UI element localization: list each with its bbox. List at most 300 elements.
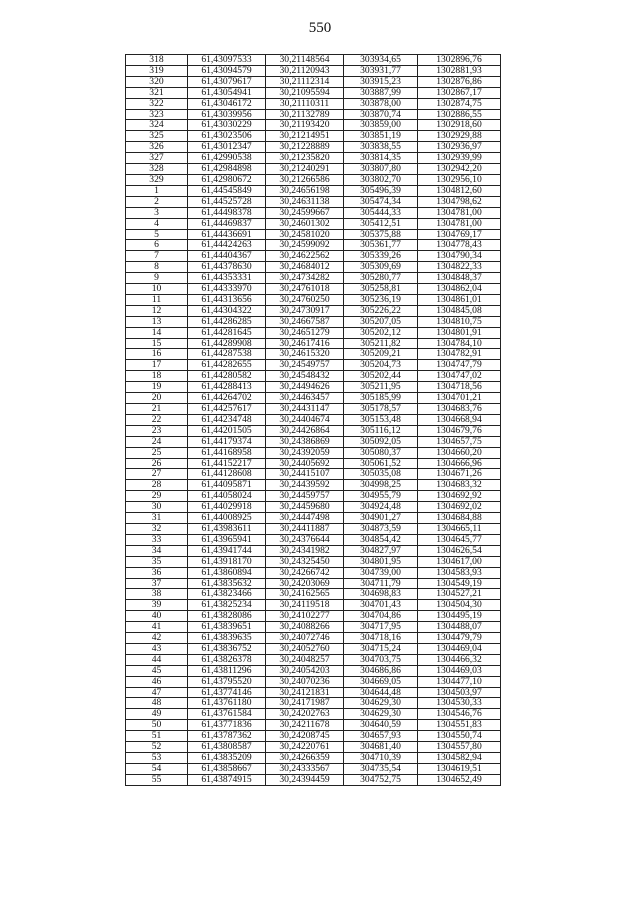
x-coordinate-cell: 305474,34 bbox=[344, 196, 418, 207]
point-number-cell: 38 bbox=[126, 589, 188, 600]
longitude-cell: 30,24581020 bbox=[266, 229, 344, 240]
x-coordinate-cell: 304801,95 bbox=[344, 556, 418, 567]
y-coordinate-cell: 1304582,94 bbox=[418, 753, 501, 764]
y-coordinate-cell: 1304683,76 bbox=[418, 404, 501, 415]
x-coordinate-cell: 303870,74 bbox=[344, 109, 418, 120]
y-coordinate-cell: 1304645,77 bbox=[418, 534, 501, 545]
y-coordinate-cell: 1302886,55 bbox=[418, 109, 501, 120]
longitude-cell: 30,21132789 bbox=[266, 109, 344, 120]
y-coordinate-cell: 1302929,88 bbox=[418, 131, 501, 142]
table-row bbox=[126, 578, 501, 589]
y-coordinate-cell: 1304810,75 bbox=[418, 316, 501, 327]
longitude-cell: 30,24459680 bbox=[266, 502, 344, 513]
y-coordinate-cell: 1304551,83 bbox=[418, 720, 501, 731]
point-number-cell: 5 bbox=[126, 229, 188, 240]
longitude-cell: 30,24048257 bbox=[266, 654, 344, 665]
y-coordinate-cell: 1304769,17 bbox=[418, 229, 501, 240]
y-coordinate-cell: 1302896,76 bbox=[418, 55, 501, 66]
point-number-cell: 323 bbox=[126, 109, 188, 120]
table-row bbox=[126, 589, 501, 600]
latitude-cell: 61,43918170 bbox=[188, 556, 266, 567]
y-coordinate-cell: 1304747,02 bbox=[418, 371, 501, 382]
y-coordinate-cell: 1304692,92 bbox=[418, 491, 501, 502]
longitude-cell: 30,24426864 bbox=[266, 425, 344, 436]
longitude-cell: 30,21110311 bbox=[266, 98, 344, 109]
x-coordinate-cell: 304854,42 bbox=[344, 534, 418, 545]
point-number-cell: 327 bbox=[126, 153, 188, 164]
x-coordinate-cell: 304955,79 bbox=[344, 491, 418, 502]
longitude-cell: 30,21120943 bbox=[266, 65, 344, 76]
latitude-cell: 61,43079617 bbox=[188, 76, 266, 87]
y-coordinate-cell: 1304683,32 bbox=[418, 480, 501, 491]
point-number-cell: 33 bbox=[126, 534, 188, 545]
latitude-cell: 61,44498378 bbox=[188, 207, 266, 218]
point-number-cell: 23 bbox=[126, 425, 188, 436]
longitude-cell: 30,24266742 bbox=[266, 567, 344, 578]
x-coordinate-cell: 305309,69 bbox=[344, 262, 418, 273]
table-row bbox=[126, 469, 501, 480]
point-number-cell: 322 bbox=[126, 98, 188, 109]
longitude-cell: 30,24070236 bbox=[266, 676, 344, 687]
longitude-cell: 30,24266359 bbox=[266, 753, 344, 764]
point-number-cell: 36 bbox=[126, 567, 188, 578]
x-coordinate-cell: 305258,81 bbox=[344, 284, 418, 295]
point-number-cell: 324 bbox=[126, 120, 188, 131]
latitude-cell: 61,44404367 bbox=[188, 251, 266, 262]
x-coordinate-cell: 303859,00 bbox=[344, 120, 418, 131]
point-number-cell: 55 bbox=[126, 774, 188, 785]
longitude-cell: 30,24072746 bbox=[266, 633, 344, 644]
latitude-cell: 61,43836752 bbox=[188, 643, 266, 654]
point-number-cell: 51 bbox=[126, 731, 188, 742]
y-coordinate-cell: 1304617,00 bbox=[418, 556, 501, 567]
point-number-cell: 32 bbox=[126, 523, 188, 534]
longitude-cell: 30,24431147 bbox=[266, 404, 344, 415]
point-number-cell: 31 bbox=[126, 513, 188, 524]
latitude-cell: 61,44304322 bbox=[188, 305, 266, 316]
point-number-cell: 47 bbox=[126, 687, 188, 698]
table-row bbox=[126, 240, 501, 251]
point-number-cell: 320 bbox=[126, 76, 188, 87]
y-coordinate-cell: 1304790,34 bbox=[418, 251, 501, 262]
longitude-cell: 30,24202763 bbox=[266, 709, 344, 720]
table-row bbox=[126, 491, 501, 502]
latitude-cell: 61,43874915 bbox=[188, 774, 266, 785]
x-coordinate-cell: 304669,05 bbox=[344, 676, 418, 687]
latitude-cell: 61,44168958 bbox=[188, 447, 266, 458]
table-row bbox=[126, 207, 501, 218]
point-number-cell: 42 bbox=[126, 633, 188, 644]
x-coordinate-cell: 305204,73 bbox=[344, 360, 418, 371]
point-number-cell: 29 bbox=[126, 491, 188, 502]
point-number-cell: 34 bbox=[126, 545, 188, 556]
longitude-cell: 30,24404674 bbox=[266, 414, 344, 425]
latitude-cell: 61,42980672 bbox=[188, 174, 266, 185]
point-number-cell: 3 bbox=[126, 207, 188, 218]
table-row bbox=[126, 174, 501, 185]
latitude-cell: 61,44288413 bbox=[188, 382, 266, 393]
y-coordinate-cell: 1304784,10 bbox=[418, 338, 501, 349]
x-coordinate-cell: 305080,37 bbox=[344, 447, 418, 458]
latitude-cell: 61,43825234 bbox=[188, 600, 266, 611]
longitude-cell: 30,21235820 bbox=[266, 153, 344, 164]
longitude-cell: 30,24376644 bbox=[266, 534, 344, 545]
table-row bbox=[126, 109, 501, 120]
longitude-cell: 30,24622562 bbox=[266, 251, 344, 262]
table-row bbox=[126, 458, 501, 469]
x-coordinate-cell: 303807,80 bbox=[344, 164, 418, 175]
point-number-cell: 2 bbox=[126, 196, 188, 207]
latitude-cell: 61,42984898 bbox=[188, 164, 266, 175]
latitude-cell: 61,44280582 bbox=[188, 371, 266, 382]
x-coordinate-cell: 305035,08 bbox=[344, 469, 418, 480]
longitude-cell: 30,24615320 bbox=[266, 349, 344, 360]
point-number-cell: 44 bbox=[126, 654, 188, 665]
y-coordinate-cell: 1302874,75 bbox=[418, 98, 501, 109]
point-number-cell: 15 bbox=[126, 338, 188, 349]
latitude-cell: 61,44152217 bbox=[188, 458, 266, 469]
table-row bbox=[126, 567, 501, 578]
table-row bbox=[126, 393, 501, 404]
y-coordinate-cell: 1304652,49 bbox=[418, 774, 501, 785]
table-row bbox=[126, 425, 501, 436]
table-row bbox=[126, 654, 501, 665]
table-row bbox=[126, 87, 501, 98]
y-coordinate-cell: 1304718,56 bbox=[418, 382, 501, 393]
y-coordinate-cell: 1304782,91 bbox=[418, 349, 501, 360]
table-row bbox=[126, 447, 501, 458]
table-row bbox=[126, 556, 501, 567]
x-coordinate-cell: 305226,22 bbox=[344, 305, 418, 316]
latitude-cell: 61,43097533 bbox=[188, 55, 266, 66]
longitude-cell: 30,24463457 bbox=[266, 393, 344, 404]
table-row bbox=[126, 633, 501, 644]
longitude-cell: 30,21112314 bbox=[266, 76, 344, 87]
latitude-cell: 61,43839635 bbox=[188, 633, 266, 644]
longitude-cell: 30,24341982 bbox=[266, 545, 344, 556]
x-coordinate-cell: 305280,77 bbox=[344, 273, 418, 284]
longitude-cell: 30,24119518 bbox=[266, 600, 344, 611]
latitude-cell: 61,44179374 bbox=[188, 436, 266, 447]
longitude-cell: 30,24088266 bbox=[266, 622, 344, 633]
y-coordinate-cell: 1304684,88 bbox=[418, 513, 501, 524]
latitude-cell: 61,43826378 bbox=[188, 654, 266, 665]
table-row bbox=[126, 185, 501, 196]
table-row bbox=[126, 687, 501, 698]
point-number-cell: 17 bbox=[126, 360, 188, 371]
table-row bbox=[126, 382, 501, 393]
table-row bbox=[126, 709, 501, 720]
latitude-cell: 61,44469837 bbox=[188, 218, 266, 229]
table-row bbox=[126, 349, 501, 360]
y-coordinate-cell: 1304701,21 bbox=[418, 393, 501, 404]
latitude-cell: 61,44545849 bbox=[188, 185, 266, 196]
point-number-cell: 14 bbox=[126, 327, 188, 338]
latitude-cell: 61,44029918 bbox=[188, 502, 266, 513]
latitude-cell: 61,44128608 bbox=[188, 469, 266, 480]
y-coordinate-cell: 1304822,33 bbox=[418, 262, 501, 273]
longitude-cell: 30,24667587 bbox=[266, 316, 344, 327]
point-number-cell: 1 bbox=[126, 185, 188, 196]
x-coordinate-cell: 305375,88 bbox=[344, 229, 418, 240]
table-row bbox=[126, 774, 501, 785]
latitude-cell: 61,44436691 bbox=[188, 229, 266, 240]
latitude-cell: 61,43012347 bbox=[188, 142, 266, 153]
y-coordinate-cell: 1302881,93 bbox=[418, 65, 501, 76]
latitude-cell: 61,44313656 bbox=[188, 294, 266, 305]
y-coordinate-cell: 1304626,54 bbox=[418, 545, 501, 556]
longitude-cell: 30,24761018 bbox=[266, 284, 344, 295]
y-coordinate-cell: 1304546,76 bbox=[418, 709, 501, 720]
table-row bbox=[126, 120, 501, 131]
latitude-cell: 61,43771836 bbox=[188, 720, 266, 731]
longitude-cell: 30,24599092 bbox=[266, 240, 344, 251]
table-row bbox=[126, 665, 501, 676]
y-coordinate-cell: 1302867,17 bbox=[418, 87, 501, 98]
x-coordinate-cell: 305202,12 bbox=[344, 327, 418, 338]
x-coordinate-cell: 303878,00 bbox=[344, 98, 418, 109]
x-coordinate-cell: 305361,77 bbox=[344, 240, 418, 251]
x-coordinate-cell: 303814,35 bbox=[344, 153, 418, 164]
x-coordinate-cell: 303915,23 bbox=[344, 76, 418, 87]
x-coordinate-cell: 303887,99 bbox=[344, 87, 418, 98]
longitude-cell: 30,24208745 bbox=[266, 731, 344, 742]
point-number-cell: 53 bbox=[126, 753, 188, 764]
longitude-cell: 30,24617416 bbox=[266, 338, 344, 349]
latitude-cell: 61,44525728 bbox=[188, 196, 266, 207]
coordinates-table bbox=[125, 54, 500, 786]
x-coordinate-cell: 304998,25 bbox=[344, 480, 418, 491]
x-coordinate-cell: 305412,51 bbox=[344, 218, 418, 229]
table-row bbox=[126, 196, 501, 207]
table-row bbox=[126, 229, 501, 240]
x-coordinate-cell: 303802,70 bbox=[344, 174, 418, 185]
table-row bbox=[126, 731, 501, 742]
latitude-cell: 61,44287538 bbox=[188, 349, 266, 360]
point-number-cell: 325 bbox=[126, 131, 188, 142]
latitude-cell: 61,43941744 bbox=[188, 545, 266, 556]
latitude-cell: 61,43965941 bbox=[188, 534, 266, 545]
longitude-cell: 30,24447498 bbox=[266, 513, 344, 524]
table-row bbox=[126, 600, 501, 611]
x-coordinate-cell: 304681,40 bbox=[344, 742, 418, 753]
table-row bbox=[126, 164, 501, 175]
latitude-cell: 61,43858667 bbox=[188, 763, 266, 774]
x-coordinate-cell: 304717,95 bbox=[344, 622, 418, 633]
x-coordinate-cell: 304701,43 bbox=[344, 600, 418, 611]
x-coordinate-cell: 305207,05 bbox=[344, 316, 418, 327]
longitude-cell: 30,24162565 bbox=[266, 589, 344, 600]
table-row bbox=[126, 65, 501, 76]
table-row bbox=[126, 404, 501, 415]
y-coordinate-cell: 1302939,99 bbox=[418, 153, 501, 164]
latitude-cell: 61,44286285 bbox=[188, 316, 266, 327]
longitude-cell: 30,24405692 bbox=[266, 458, 344, 469]
point-number-cell: 4 bbox=[126, 218, 188, 229]
table-row bbox=[126, 305, 501, 316]
table-row bbox=[126, 502, 501, 513]
point-number-cell: 46 bbox=[126, 676, 188, 687]
point-number-cell: 329 bbox=[126, 174, 188, 185]
latitude-cell: 61,43795520 bbox=[188, 676, 266, 687]
x-coordinate-cell: 305178,57 bbox=[344, 404, 418, 415]
point-number-cell: 48 bbox=[126, 698, 188, 709]
x-coordinate-cell: 305153,48 bbox=[344, 414, 418, 425]
y-coordinate-cell: 1304466,32 bbox=[418, 654, 501, 665]
point-number-cell: 26 bbox=[126, 458, 188, 469]
x-coordinate-cell: 305496,39 bbox=[344, 185, 418, 196]
point-number-cell: 328 bbox=[126, 164, 188, 175]
latitude-cell: 61,43023506 bbox=[188, 131, 266, 142]
point-number-cell: 7 bbox=[126, 251, 188, 262]
point-number-cell: 35 bbox=[126, 556, 188, 567]
longitude-cell: 30,24220761 bbox=[266, 742, 344, 753]
point-number-cell: 321 bbox=[126, 87, 188, 98]
latitude-cell: 61,44378630 bbox=[188, 262, 266, 273]
point-number-cell: 8 bbox=[126, 262, 188, 273]
latitude-cell: 61,43787362 bbox=[188, 731, 266, 742]
table-row bbox=[126, 534, 501, 545]
x-coordinate-cell: 304657,93 bbox=[344, 731, 418, 742]
x-coordinate-cell: 304827,97 bbox=[344, 545, 418, 556]
y-coordinate-cell: 1304557,80 bbox=[418, 742, 501, 753]
longitude-cell: 30,24333567 bbox=[266, 763, 344, 774]
x-coordinate-cell: 304644,48 bbox=[344, 687, 418, 698]
table-row bbox=[126, 720, 501, 731]
y-coordinate-cell: 1304692,02 bbox=[418, 502, 501, 513]
table-row bbox=[126, 480, 501, 491]
longitude-cell: 30,24052760 bbox=[266, 643, 344, 654]
point-number-cell: 45 bbox=[126, 665, 188, 676]
longitude-cell: 30,24439592 bbox=[266, 480, 344, 491]
point-number-cell: 39 bbox=[126, 600, 188, 611]
table-row bbox=[126, 753, 501, 764]
y-coordinate-cell: 1302918,60 bbox=[418, 120, 501, 131]
point-number-cell: 22 bbox=[126, 414, 188, 425]
latitude-cell: 61,43761180 bbox=[188, 698, 266, 709]
point-number-cell: 319 bbox=[126, 65, 188, 76]
x-coordinate-cell: 305116,12 bbox=[344, 425, 418, 436]
table-row bbox=[126, 545, 501, 556]
y-coordinate-cell: 1304479,79 bbox=[418, 633, 501, 644]
x-coordinate-cell: 305211,82 bbox=[344, 338, 418, 349]
x-coordinate-cell: 304703,75 bbox=[344, 654, 418, 665]
latitude-cell: 61,44058024 bbox=[188, 491, 266, 502]
x-coordinate-cell: 304715,24 bbox=[344, 643, 418, 654]
table-row bbox=[126, 153, 501, 164]
point-number-cell: 50 bbox=[126, 720, 188, 731]
x-coordinate-cell: 305092,05 bbox=[344, 436, 418, 447]
point-number-cell: 18 bbox=[126, 371, 188, 382]
latitude-cell: 61,44333970 bbox=[188, 284, 266, 295]
longitude-cell: 30,24415107 bbox=[266, 469, 344, 480]
latitude-cell: 61,43835632 bbox=[188, 578, 266, 589]
longitude-cell: 30,24325450 bbox=[266, 556, 344, 567]
y-coordinate-cell: 1304668,94 bbox=[418, 414, 501, 425]
x-coordinate-cell: 303851,19 bbox=[344, 131, 418, 142]
x-coordinate-cell: 303838,55 bbox=[344, 142, 418, 153]
point-number-cell: 19 bbox=[126, 382, 188, 393]
y-coordinate-cell: 1304488,07 bbox=[418, 622, 501, 633]
x-coordinate-cell: 304711,79 bbox=[344, 578, 418, 589]
y-coordinate-cell: 1304657,75 bbox=[418, 436, 501, 447]
longitude-cell: 30,24121831 bbox=[266, 687, 344, 698]
point-number-cell: 11 bbox=[126, 294, 188, 305]
x-coordinate-cell: 305202,44 bbox=[344, 371, 418, 382]
table-row bbox=[126, 622, 501, 633]
longitude-cell: 30,21148564 bbox=[266, 55, 344, 66]
table-row bbox=[126, 218, 501, 229]
y-coordinate-cell: 1304812,60 bbox=[418, 185, 501, 196]
longitude-cell: 30,24684012 bbox=[266, 262, 344, 273]
y-coordinate-cell: 1304527,21 bbox=[418, 589, 501, 600]
table-row bbox=[126, 676, 501, 687]
longitude-cell: 30,24386869 bbox=[266, 436, 344, 447]
x-coordinate-cell: 305211,95 bbox=[344, 382, 418, 393]
longitude-cell: 30,24760250 bbox=[266, 294, 344, 305]
table-row bbox=[126, 251, 501, 262]
latitude-cell: 61,43835209 bbox=[188, 753, 266, 764]
table-row bbox=[126, 523, 501, 534]
point-number-cell: 21 bbox=[126, 404, 188, 415]
point-number-cell: 40 bbox=[126, 611, 188, 622]
latitude-cell: 61,43774146 bbox=[188, 687, 266, 698]
y-coordinate-cell: 1304530,33 bbox=[418, 698, 501, 709]
x-coordinate-cell: 305209,21 bbox=[344, 349, 418, 360]
point-number-cell: 318 bbox=[126, 55, 188, 66]
y-coordinate-cell: 1304469,03 bbox=[418, 665, 501, 676]
page-number: 550 bbox=[308, 20, 332, 36]
x-coordinate-cell: 304924,48 bbox=[344, 502, 418, 513]
point-number-cell: 37 bbox=[126, 578, 188, 589]
latitude-cell: 61,43094579 bbox=[188, 65, 266, 76]
longitude-cell: 30,24102277 bbox=[266, 611, 344, 622]
x-coordinate-cell: 304698,83 bbox=[344, 589, 418, 600]
y-coordinate-cell: 1304666,96 bbox=[418, 458, 501, 469]
point-number-cell: 49 bbox=[126, 709, 188, 720]
latitude-cell: 61,43039956 bbox=[188, 109, 266, 120]
latitude-cell: 61,44264702 bbox=[188, 393, 266, 404]
x-coordinate-cell: 303934,65 bbox=[344, 55, 418, 66]
point-number-cell: 25 bbox=[126, 447, 188, 458]
longitude-cell: 30,24651279 bbox=[266, 327, 344, 338]
x-coordinate-cell: 304686,86 bbox=[344, 665, 418, 676]
x-coordinate-cell: 305236,19 bbox=[344, 294, 418, 305]
latitude-cell: 61,44095871 bbox=[188, 480, 266, 491]
latitude-cell: 61,43839651 bbox=[188, 622, 266, 633]
point-number-cell: 43 bbox=[126, 643, 188, 654]
latitude-cell: 61,43046172 bbox=[188, 98, 266, 109]
point-number-cell: 9 bbox=[126, 273, 188, 284]
x-coordinate-cell: 304629,30 bbox=[344, 709, 418, 720]
table-row bbox=[126, 316, 501, 327]
y-coordinate-cell: 1304862,04 bbox=[418, 284, 501, 295]
y-coordinate-cell: 1304798,62 bbox=[418, 196, 501, 207]
y-coordinate-cell: 1304550,74 bbox=[418, 731, 501, 742]
y-coordinate-cell: 1304671,26 bbox=[418, 469, 501, 480]
x-coordinate-cell: 304704,86 bbox=[344, 611, 418, 622]
y-coordinate-cell: 1304503,97 bbox=[418, 687, 501, 698]
y-coordinate-cell: 1304583,93 bbox=[418, 567, 501, 578]
longitude-cell: 30,24459757 bbox=[266, 491, 344, 502]
table-row bbox=[126, 262, 501, 273]
point-number-cell: 16 bbox=[126, 349, 188, 360]
point-number-cell: 10 bbox=[126, 284, 188, 295]
x-coordinate-cell: 305339,26 bbox=[344, 251, 418, 262]
y-coordinate-cell: 1304781,00 bbox=[418, 207, 501, 218]
y-coordinate-cell: 1304495,19 bbox=[418, 611, 501, 622]
table-row bbox=[126, 436, 501, 447]
